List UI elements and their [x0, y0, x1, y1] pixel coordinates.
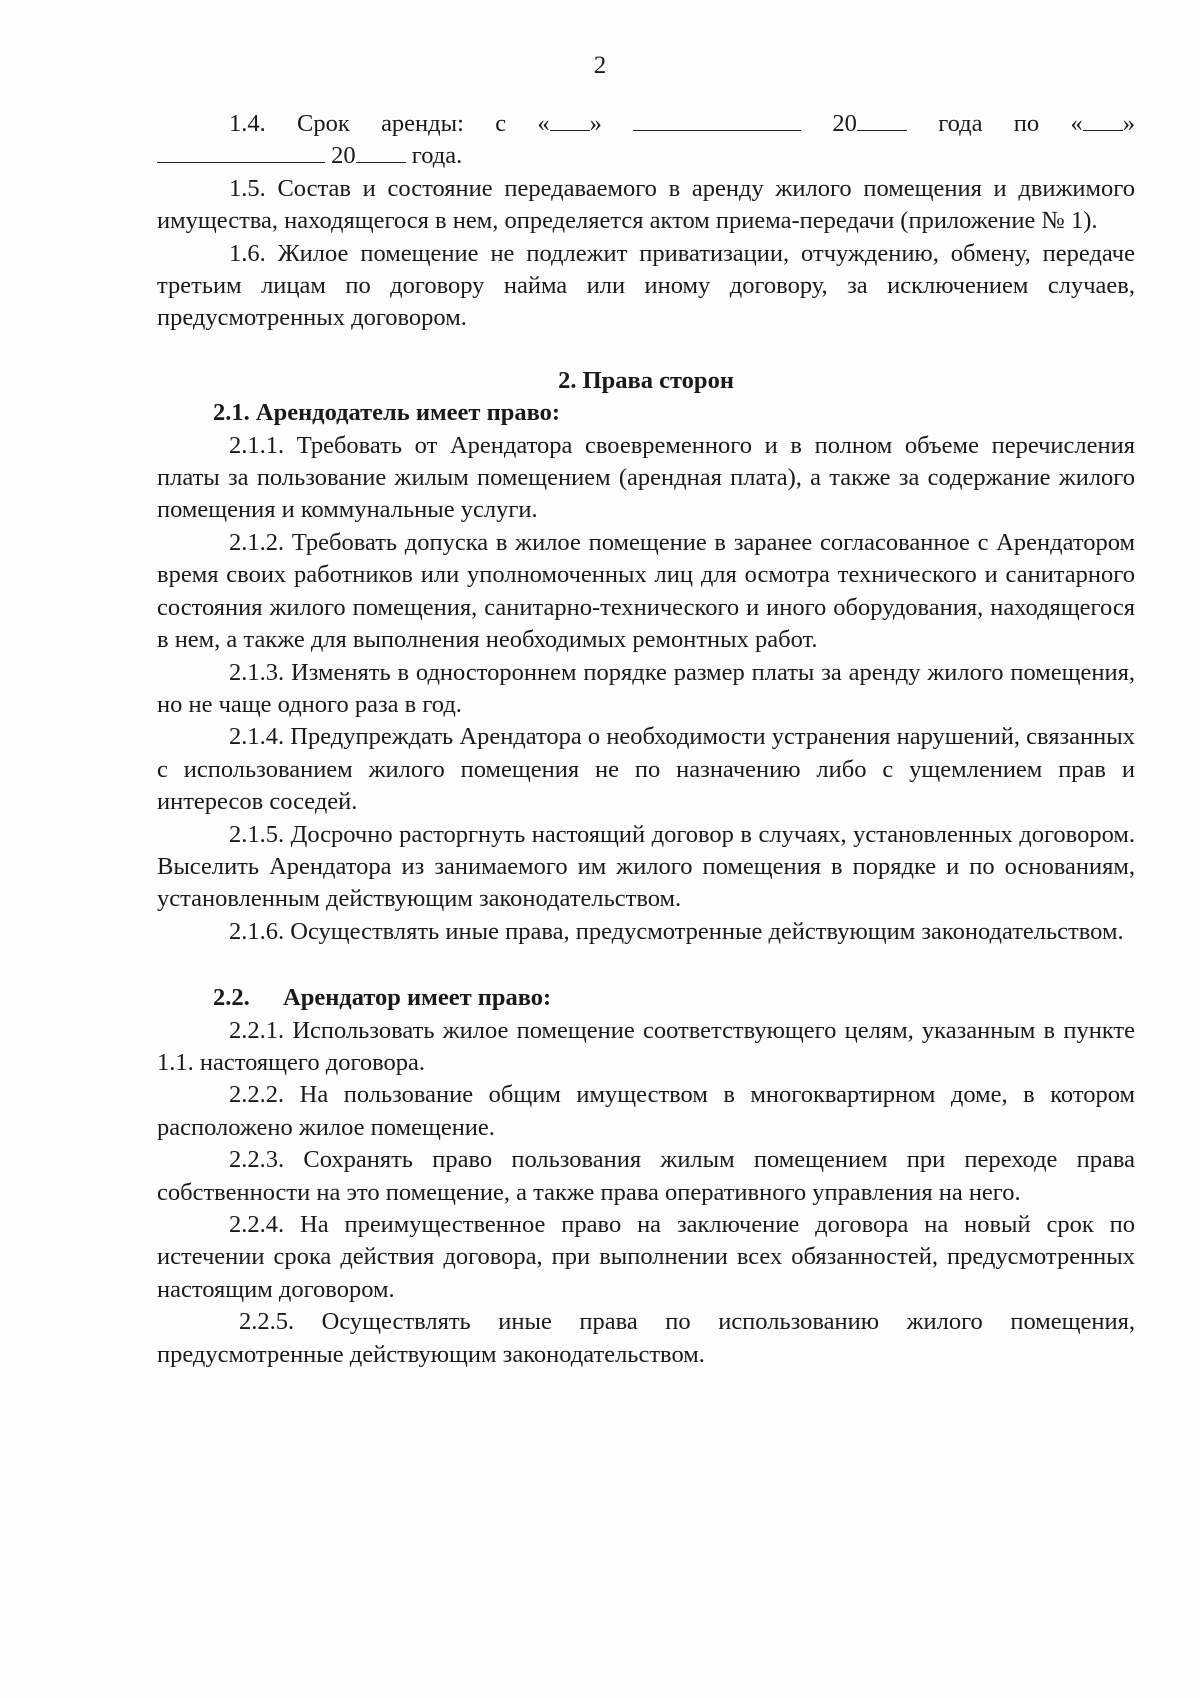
document-body	[157, 108, 1135, 1371]
clause-1-4-word-po: по	[1013, 110, 1040, 137]
clause-2-2-5: 2.2.5. Осуществлять иные права по использованию жилого помещения, предусмотренные действующим законодательством.	[157, 1308, 1135, 1368]
subsection-2-1-title: 2.1. Арендодатель имеет право:	[213, 399, 561, 427]
clause-2-1-4: 2.1.4. Предупреждать Арендатора о необходимости устранения нарушений, связанных с использованием жилого помещения не по назначению либо с ущемлением прав и интересов соседей.	[157, 723, 1135, 816]
clause-1-4-word-goda: года	[938, 110, 983, 137]
clause-1-4-word-arendy: аренды:	[381, 110, 464, 137]
subsection-2-2-number: 2.2.	[213, 984, 250, 1012]
end-day-field: « »	[1070, 110, 1135, 137]
clause-2-2-4: 2.2.4. На преимущественное право на заключение договора на новый срок по истечении срока действия договора, при выполнении всех обязанностей, предусмотренных настоящим договором.	[157, 1211, 1135, 1303]
clause-2-1-1: 2.1.1. Требовать от Арендатора своевременного и в полном объеме перечисления платы за пользование жилым помещением (арендная плата), а также за содержание жилого помещения и коммунальные услуги.	[157, 431, 1135, 524]
page-number: 2	[593, 52, 607, 79]
clause-1-4-label: 1.4.	[229, 110, 266, 137]
clause-1-6: 1.6. Жилое помещение не подлежит приватизации, отчуждению, обмену, передаче третьим лицам по договору найма или иному договору, за исключением случаев, предусмотренных договором.	[157, 239, 1135, 332]
start-year-field: 20	[832, 108, 907, 140]
start-month-field	[633, 129, 801, 131]
clause-1-4-word-srok: Срок	[297, 110, 350, 137]
clause-1-4-line2	[157, 140, 1135, 172]
subsection-2-2-title	[157, 982, 1135, 1014]
clause-2-2-2: 2.2.2. На пользование общим имуществом в многоквартирном доме, в котором расположено жилое помещение.	[157, 1081, 1135, 1141]
clause-2-1-6: 2.1.6. Осуществлять иные права, предусмотренные действующим законодательством.	[229, 917, 1124, 945]
clause-2-1-3: 2.1.3. Изменять в одностороннем порядке размер платы за аренду жилого помещения, но не чаще одного раза в год.	[157, 658, 1135, 718]
section-2-title: 2. Права сторон	[558, 366, 734, 394]
clause-2-1-2: 2.1.2. Требовать допуска в жилое помещение в заранее согласованное с Арендатором время своих работников или уполномоченных лиц для осмотра технического и санитарного состояния жилого помещения, санитарно-технического и иного оборудования, находящегося в нем, а также для выполнения необходимых ремонтных работ.	[157, 528, 1135, 654]
end-year-field: 20	[331, 142, 406, 169]
clause-1-4-end: года.	[411, 142, 463, 170]
clause-2-2-1: 2.2.1. Использовать жилое помещение соответствующего целям, указанным в пункте 1.1. настоящего договора.	[157, 1016, 1135, 1076]
start-day-field: « »	[537, 110, 602, 137]
clause-2-1-5: 2.1.5. Досрочно расторгнуть настоящий договор в случаях, установленных договором. Выселить Арендатора из занимаемого им жилого помещения в порядке и по основаниям, установленным действующим законодательством.	[157, 820, 1135, 913]
subsection-2-2-label: Арендатор имеет право:	[283, 984, 552, 1012]
clause-1-5: 1.5. Состав и состояние передаваемого в аренду жилого помещения и движимого имущества, находящегося в нем, определяется актом приема-передачи (приложение № 1).	[157, 174, 1135, 235]
clause-2-2-3: 2.2.3. Сохранять право пользования жилым помещением при переходе права собственности на это помещение, а также права оперативного управления на него.	[157, 1146, 1135, 1206]
clause-1-4-line1	[157, 108, 1135, 140]
end-month-field	[157, 161, 325, 163]
clause-1-4-word-s: с	[495, 110, 507, 137]
